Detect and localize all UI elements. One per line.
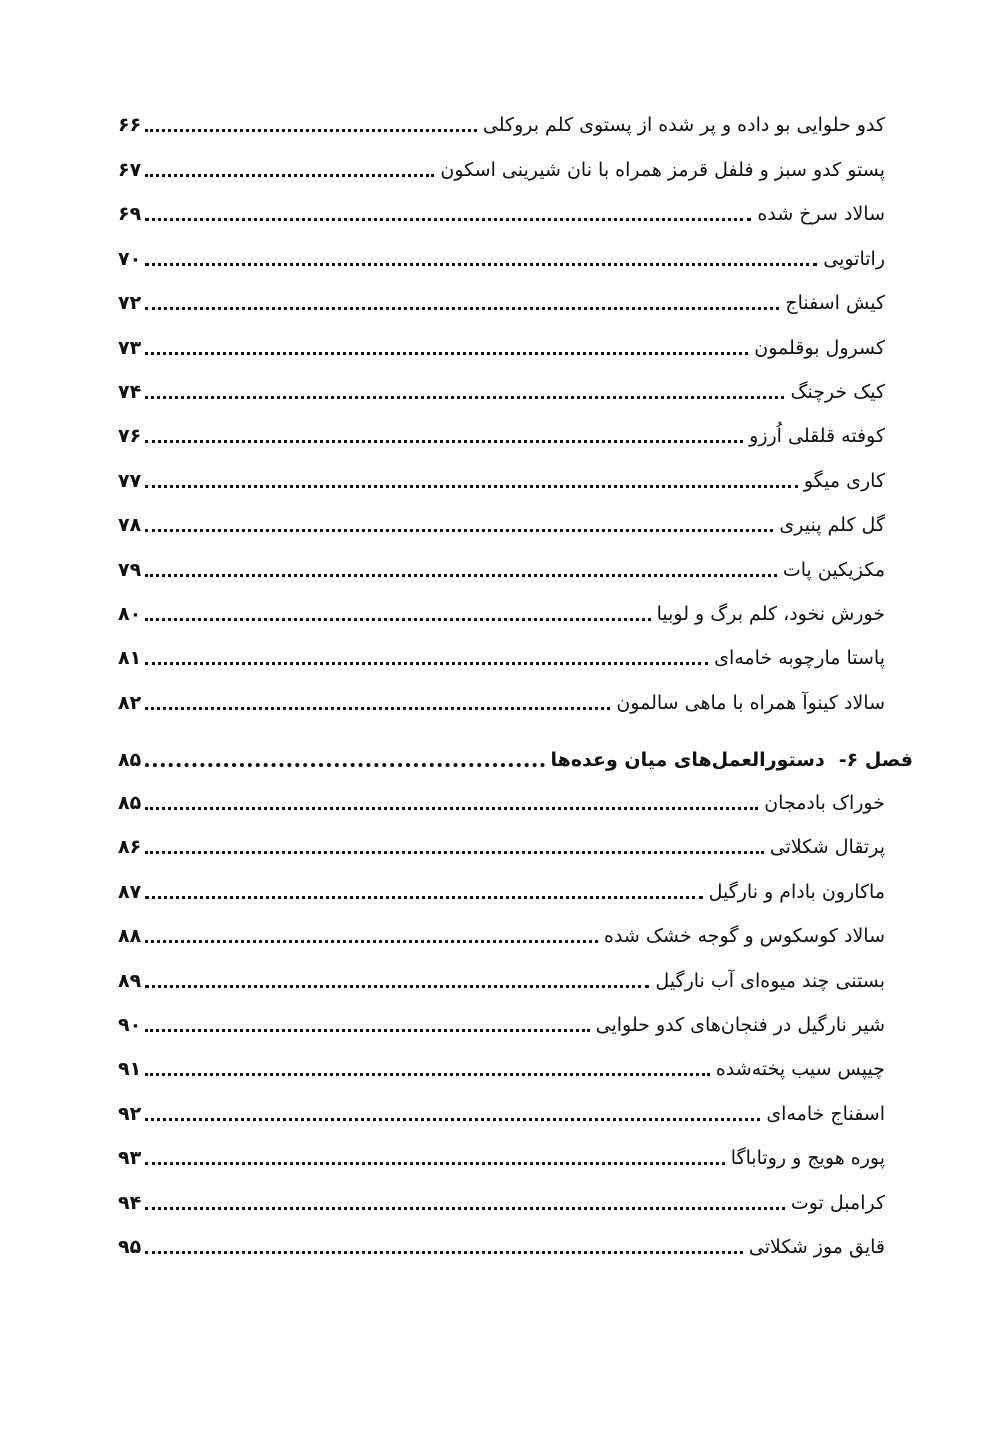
toc-entry-title: خوراک بادمجان bbox=[764, 791, 885, 814]
dot-leader bbox=[145, 1073, 710, 1076]
toc-entry-page: ۹۵ bbox=[118, 1235, 142, 1258]
dot-leader bbox=[145, 263, 817, 266]
dot-leader bbox=[145, 763, 544, 767]
toc-entry-title: پاستا مارچوبه خامه‌ای bbox=[714, 646, 885, 669]
dot-leader bbox=[145, 985, 649, 988]
toc-entry-title: بستنی چند میوه‌ای آب نارگیل bbox=[655, 969, 885, 992]
toc-entry-title: خورش نخود، کلم برگ و لوبیا bbox=[656, 602, 885, 625]
dot-leader bbox=[145, 218, 751, 221]
dot-leader bbox=[145, 940, 598, 943]
toc-entry-title: کیک خرچنگ bbox=[790, 380, 885, 403]
dot-leader bbox=[145, 1207, 785, 1210]
toc-entry-title: چیپس سیب پخته‌شده bbox=[715, 1057, 885, 1080]
dot-leader bbox=[145, 1251, 743, 1254]
toc-entry-page: ۹۳ bbox=[118, 1146, 142, 1169]
toc-entry-page: ۷۶ bbox=[118, 424, 142, 447]
dot-leader bbox=[145, 662, 708, 665]
toc-entry[interactable] bbox=[118, 150, 885, 190]
toc-entry[interactable] bbox=[118, 1138, 885, 1178]
dot-leader bbox=[145, 396, 784, 399]
toc-entry[interactable] bbox=[118, 239, 885, 279]
dot-leader bbox=[145, 174, 434, 177]
toc-entry-page: ۹۲ bbox=[118, 1102, 142, 1125]
toc-entry[interactable] bbox=[118, 827, 885, 867]
toc-entry-page: ۹۴ bbox=[118, 1191, 142, 1214]
toc-entry-page: ۸۹ bbox=[118, 969, 142, 992]
toc-entry-title: کدو حلوایی بو داده و پر شده از پستوی کلم بروکلی bbox=[482, 113, 885, 136]
toc-entry-page: ۷۹ bbox=[118, 558, 142, 581]
dot-leader bbox=[145, 352, 748, 355]
toc-entry-title: کرامبل توت bbox=[790, 1191, 885, 1214]
toc-entry-page: ۶۷ bbox=[118, 158, 142, 181]
toc-entry[interactable] bbox=[118, 594, 885, 634]
toc-entry-title: شیر نارگیل در فنجان‌های کدو حلوایی bbox=[595, 1013, 885, 1036]
toc-entry-title: کسرول بوقلمون bbox=[754, 336, 885, 359]
toc-entry-page: ۷۰ bbox=[118, 247, 142, 270]
dot-leader bbox=[145, 485, 798, 488]
toc-entry[interactable] bbox=[118, 683, 885, 723]
toc-entry[interactable] bbox=[118, 783, 885, 823]
toc-entry[interactable] bbox=[118, 872, 885, 912]
dot-leader bbox=[145, 1029, 589, 1032]
toc-entry-page: ۸۷ bbox=[118, 880, 142, 903]
toc-entry-page: ۸۵ bbox=[118, 791, 142, 814]
dot-leader bbox=[145, 1162, 725, 1165]
toc-entry-page: ۸۱ bbox=[118, 646, 142, 669]
toc-entry-title: مکزیکین پات bbox=[782, 558, 885, 581]
toc-entry-page: ۷۷ bbox=[118, 469, 142, 492]
toc-entry-title: اسفناج خامه‌ای bbox=[766, 1102, 885, 1125]
toc-entry[interactable] bbox=[118, 916, 885, 956]
toc-entry[interactable] bbox=[118, 638, 885, 678]
toc-entry[interactable] bbox=[118, 372, 885, 412]
dot-leader bbox=[145, 129, 477, 132]
chapter-title: دستورالعمل‌های میان وعده‌ها bbox=[550, 748, 825, 771]
dot-leader bbox=[145, 574, 777, 577]
toc-entry-title: پوره هویج و روتاباگا bbox=[730, 1146, 885, 1169]
toc-entry-title: راتاتویی bbox=[823, 247, 885, 270]
toc-entry[interactable] bbox=[118, 1005, 885, 1045]
toc-entry[interactable] bbox=[118, 328, 885, 368]
toc-chapter-heading[interactable] bbox=[118, 740, 913, 780]
toc-entry-title: سالاد کینوآ همراه با ماهی سالمون bbox=[616, 691, 885, 714]
toc-entry-title: سالاد کوسکوس و گوجه خشک شده bbox=[603, 924, 885, 947]
toc-entry-title: ماکارون بادام و نارگیل bbox=[708, 880, 885, 903]
toc-entry-page: ۹۰ bbox=[118, 1013, 142, 1036]
dot-leader bbox=[145, 307, 779, 310]
dot-leader bbox=[145, 896, 702, 899]
toc-entry-page: ۷۴ bbox=[118, 380, 142, 403]
toc-entry[interactable] bbox=[118, 961, 885, 1001]
toc-entry[interactable] bbox=[118, 1183, 885, 1223]
toc-entry[interactable] bbox=[118, 416, 885, 456]
dot-leader bbox=[145, 707, 610, 710]
toc-entry-page: ۸۲ bbox=[118, 691, 142, 714]
toc-entry-page: ۹۱ bbox=[118, 1057, 142, 1080]
chapter-page: ۸۵ bbox=[118, 748, 142, 771]
toc-entry-title: گل کلم پنیری bbox=[779, 513, 885, 536]
toc-entry[interactable] bbox=[118, 105, 885, 145]
toc-entry[interactable] bbox=[118, 505, 885, 545]
toc-entry-page: ۸۶ bbox=[118, 835, 142, 858]
toc-entry-page: ۷۸ bbox=[118, 513, 142, 536]
toc-entry[interactable] bbox=[118, 550, 885, 590]
toc-entry-title: قایق موز شکلاتی bbox=[748, 1235, 885, 1258]
dot-leader bbox=[145, 529, 773, 532]
toc-entry-page: ۶۶ bbox=[118, 113, 142, 136]
toc-entry[interactable] bbox=[118, 283, 885, 323]
dot-leader bbox=[145, 807, 758, 810]
toc-entry-page: ۸۸ bbox=[118, 924, 142, 947]
toc-entry-title: سالاد سرخ شده bbox=[757, 202, 885, 225]
toc-entry[interactable] bbox=[118, 1094, 885, 1134]
dot-leader bbox=[145, 851, 764, 854]
toc-entry-page: ۷۳ bbox=[118, 336, 142, 359]
dot-leader bbox=[145, 440, 743, 443]
toc-entry-title: کوفته قلقلی اُرزو bbox=[749, 424, 885, 447]
chapter-label: فصل ۶- bbox=[838, 748, 913, 771]
toc-entry[interactable] bbox=[118, 1227, 885, 1267]
toc-entry[interactable] bbox=[118, 1049, 885, 1089]
toc-entry-page: ۶۹ bbox=[118, 202, 142, 225]
toc-entry[interactable] bbox=[118, 194, 885, 234]
toc-entry-title: پستو کدو سبز و فلفل قرمز همراه با نان شیرینی اسکون bbox=[440, 158, 885, 181]
toc-entry[interactable] bbox=[118, 461, 885, 501]
toc-entry-page: ۸۰ bbox=[118, 602, 142, 625]
dot-leader bbox=[145, 618, 650, 621]
toc-entry-title: کیش اسفناج bbox=[785, 291, 885, 314]
toc-entry-page: ۷۲ bbox=[118, 291, 142, 314]
toc-entry-title: پرتقال شکلاتی bbox=[769, 835, 885, 858]
dot-leader bbox=[145, 1118, 760, 1121]
toc-entry-title: کاری میگو bbox=[803, 469, 885, 492]
